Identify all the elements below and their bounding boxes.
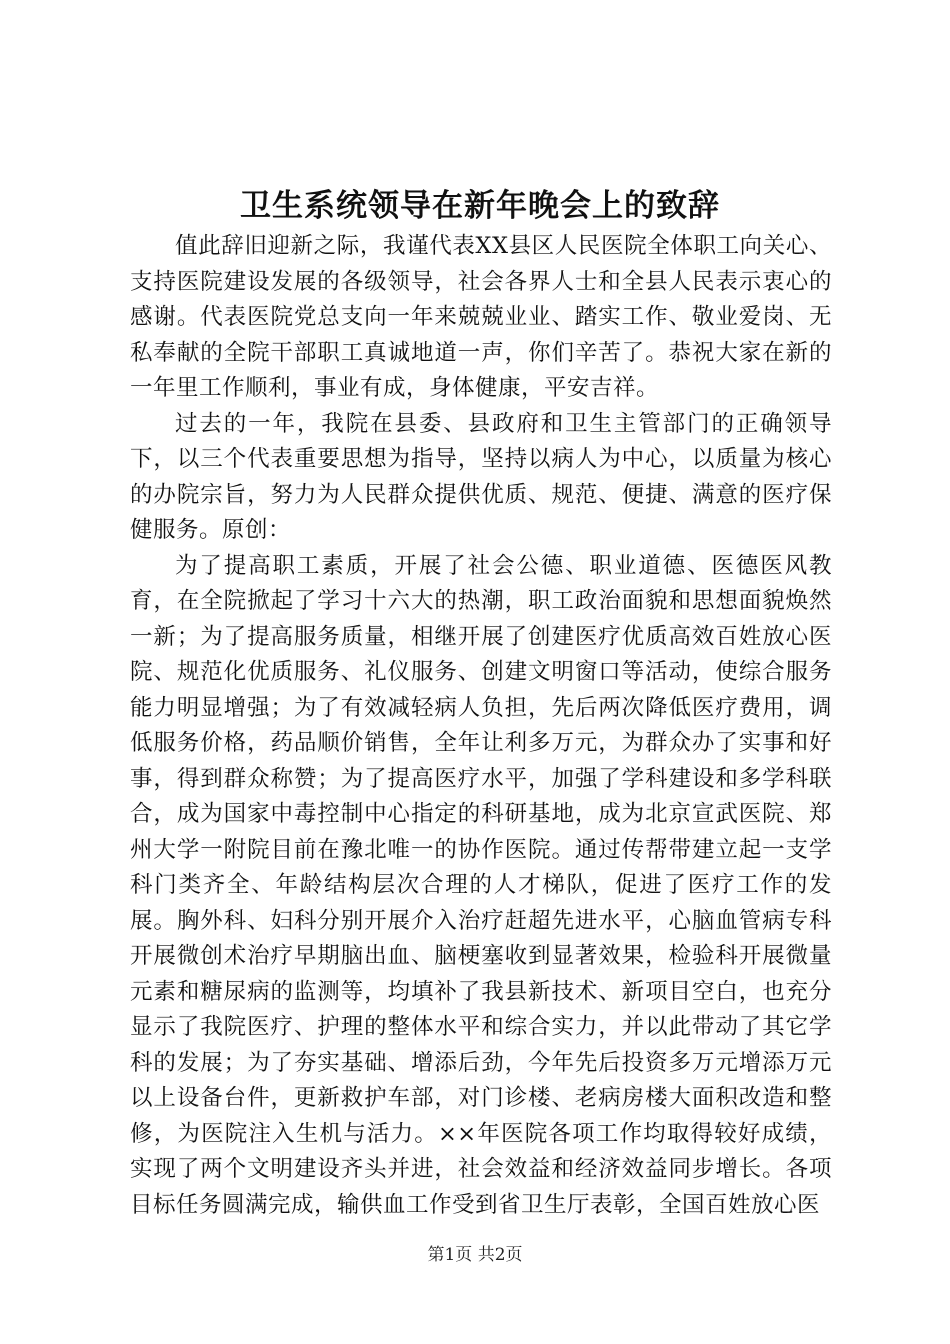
page-footer (0, 1243, 950, 1267)
paragraph-achievements: 为了提高职工素质，开展了社会公德、职业道德、医德医风教育，在全院掀起了学习十六大的热潮，职工政治面貌和思想面貌焕然一新；为了提高服务质量，相继开展了创建医疗优质高效百姓放心医院、规范化优质服务、礼仪服务、创建文明窗口等活动，使综合服务能力明显增强；为了有效减轻病人负担，先后两次降低医疗费用，调低服务价格，药品顺价销售，全年让利多万元，为群众办了实事和好事，得到群众称赞；为了提高医疗水平，加强了学科建设和多学科联合，成为国家中毒控制中心指定的科研基地，成为北京宣武医院、郑州大学一附院目前在豫北唯一的协作医院。通过传帮带建立起一支学科门类齐全、年龄结构层次合理的人才梯队，促进了医疗工作的发展。胸外科、妇科分别开展介入治疗赶超先进水平，心脑血管病专科开展微创术治疗早期脑出血、脑梗塞收到显著效果，检验科开展微量元素和糖尿病的监测等，均填补了我县新技术、新项目空白，也充分显示了我院医疗、护理的整体水平和综合实力，并以此带动了其它学科的发展；为了夯实基础、增添后劲，今年先后投资多万元增添万元以上设备台件，更新救护车部，对门诊楼、老病房楼大面积改造和整修，为医院注入生机与活力。××年医院各项工作均取得较好成绩，实现了两个文明建设齐头并进，社会效益和经济效益同步增长。各项目标任务圆满完成，输供血工作受到省卫生厅表彰，全国百姓放心医 (130, 552, 832, 1218)
page-number-indicator: 第1页 共2页 (427, 1245, 523, 1265)
paragraph-past-year: 过去的一年，我院在县委、县政府和卫生主管部门的正确领导下，以三个代表重要思想为指导，坚持以病人为中心，以质量为核心的办院宗旨，努力为人民群众提供优质、规范、便捷、满意的医疗保健服务。原创： (130, 410, 832, 543)
document-title: 卫生系统领导在新年晚会上的致辞 (240, 188, 720, 224)
document-body (130, 229, 832, 1223)
paragraph-greeting: 值此辞旧迎新之际，我谨代表XX县区人民医院全体职工向关心、支持医院建设发展的各级领导，社会各界人士和全县人民表示衷心的感谢。代表医院党总支向一年来兢兢业业、踏实工作、敬业爱岗、无私奉献的全院干部职工真诚地道一声，你们辛苦了。恭祝大家在新的一年里工作顺利，事业有成，身体健康，平安吉祥。 (130, 233, 832, 401)
